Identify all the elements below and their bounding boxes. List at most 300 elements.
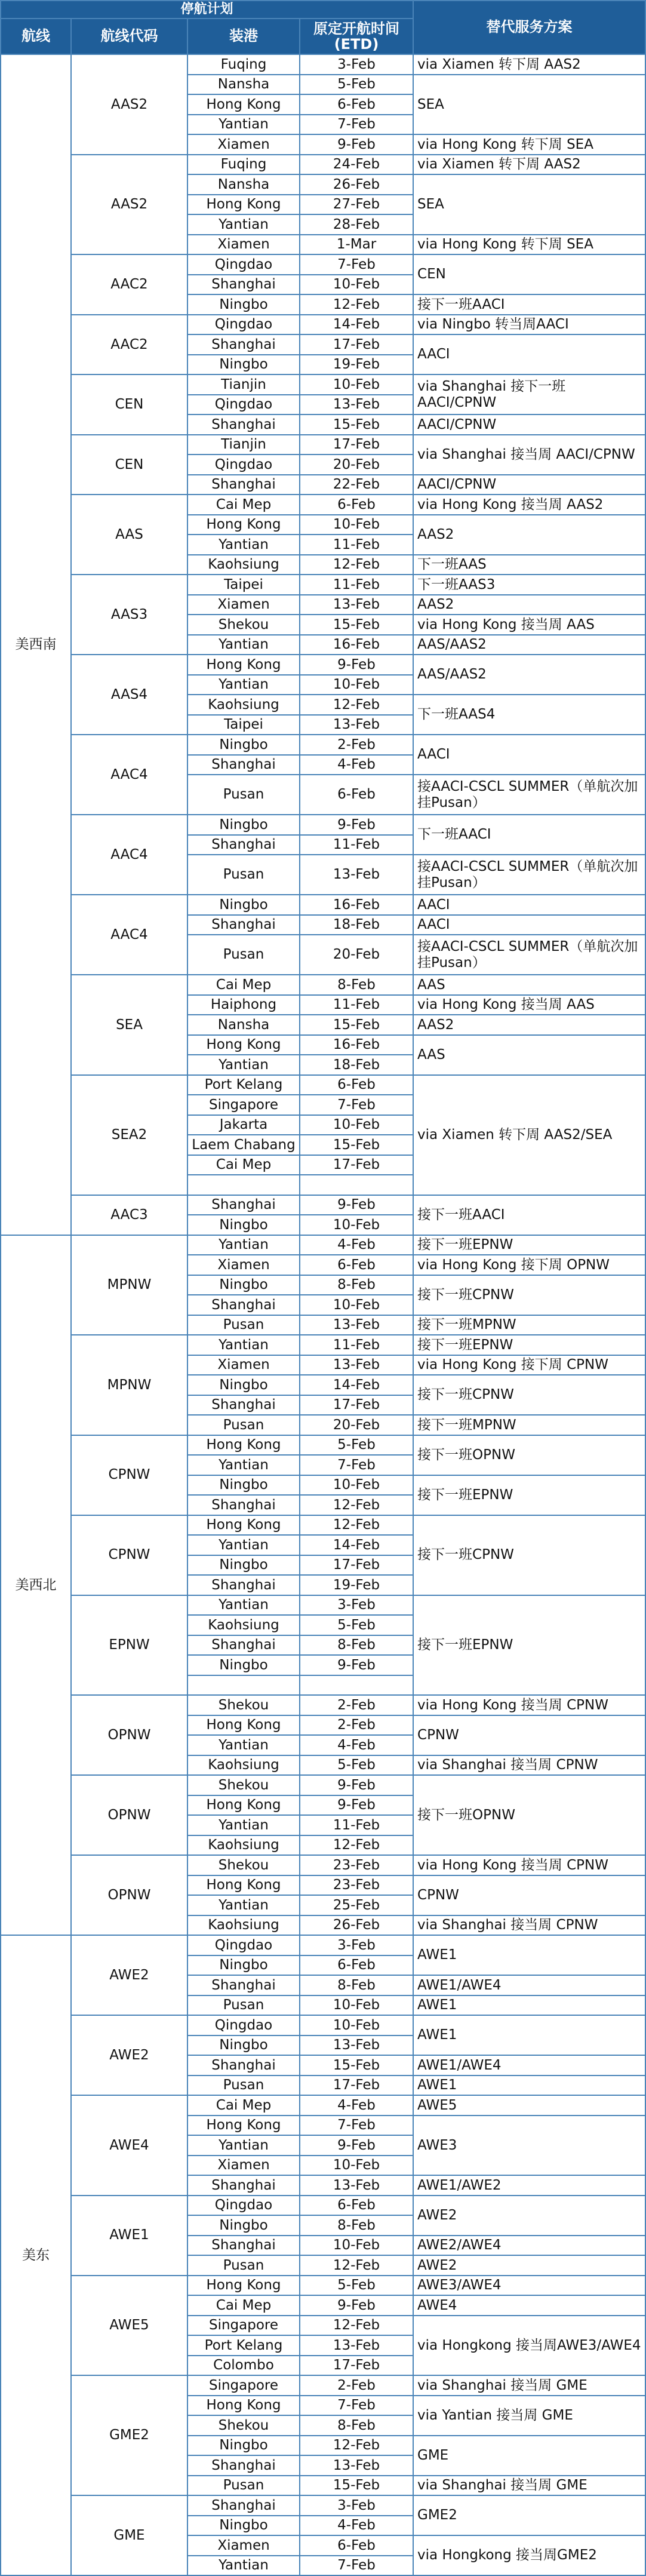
route-code-cell: AWE1 [71,2196,187,2276]
alt-service-cell: 接下一班MPNW [413,1415,645,1435]
route-code-cell: OPNW [71,1695,187,1775]
table-row [1,1515,645,1536]
etd-cell: 10-Feb [300,675,413,695]
loading-port-cell: Haiphong [187,995,300,1015]
loading-port-cell: Shekou [187,2415,300,2436]
route-code-cell: AAS2 [71,155,187,255]
loading-port-cell: Shanghai [187,275,300,295]
etd-cell [300,1175,413,1195]
alt-service-cell: AWE4 [413,2295,645,2316]
alt-service-cell: 接下一班AACI [413,294,645,315]
etd-cell: 23-Feb [300,1875,413,1896]
etd-cell: 1-Mar [300,235,413,255]
route-code-cell: AAC4 [71,815,187,895]
loading-port-cell: Ningbo [187,1215,300,1235]
loading-port-cell: Ningbo [187,895,300,915]
etd-cell: 6-Feb [300,2196,413,2216]
alt-service-cell: via Shanghai 接下一班 AACI/CPNW [413,374,645,415]
loading-port-cell: Taipei [187,575,300,595]
etd-cell: 17-Feb [300,1155,413,1175]
loading-port-cell: Cai Mep [187,495,300,515]
table-row [1,435,645,455]
loading-port-cell: Xiamen [187,1355,300,1375]
etd-cell: 17-Feb [300,435,413,455]
etd-cell: 6-Feb [300,2535,413,2556]
etd-cell: 14-Feb [300,1535,413,1555]
etd-cell: 13-Feb [300,1315,413,1335]
alt-service-cell: AACI [413,735,645,775]
etd-cell: 26-Feb [300,174,413,195]
etd-cell: 9-Feb [300,134,413,155]
alt-service-cell: 接下一班AACI [413,1195,645,1235]
loading-port-cell: Kaohsiung [187,1915,300,1936]
etd-cell: 5-Feb [300,2276,413,2296]
route-code-cell: MPNW [71,1335,187,1435]
alt-service-cell: 接下一班MPNW [413,1315,645,1335]
etd-cell: 7-Feb [300,254,413,275]
table-row [1,1935,645,1955]
etd-cell [300,1675,413,1696]
loading-port-cell: Shanghai [187,2055,300,2075]
etd-cell: 9-Feb [300,2295,413,2316]
loading-port-cell: Yantian [187,535,300,555]
loading-port-cell: Kaohsiung [187,555,300,575]
loading-port-cell: Hong Kong [187,195,300,215]
etd-cell: 3-Feb [300,1595,413,1616]
route-code-cell: CEN [71,374,187,435]
etd-cell: 12-Feb [300,695,413,715]
etd-cell: 7-Feb [300,1095,413,1115]
etd-cell: 11-Feb [300,1815,413,1835]
alt-service-cell: AWE2 [413,2255,645,2276]
alt-service-cell: AACI [413,915,645,935]
loading-port-cell: Yantian [187,1595,300,1616]
etd-cell: 5-Feb [300,75,413,95]
etd-cell: 12-Feb [300,555,413,575]
loading-port-cell: Pusan [187,1415,300,1435]
loading-port-cell: Shanghai [187,915,300,935]
table-row [1,815,645,835]
etd-cell: 28-Feb [300,214,413,235]
table-row [1,895,645,915]
alt-service-cell: 接AACI-CSCL SUMMER（单航次加挂Pusan） [413,935,645,975]
loading-port-cell: Yantian [187,1895,300,1915]
etd-cell: 8-Feb [300,1975,413,1995]
route-code-cell: CPNW [71,1435,187,1515]
alt-service-cell: AWE1 [413,1935,645,1975]
etd-cell: 8-Feb [300,2415,413,2436]
loading-port-cell: Tianjin [187,374,300,395]
etd-cell: 14-Feb [300,315,413,335]
alt-service-cell: AWE2/AWE4 [413,2236,645,2256]
alt-service-cell: via Yantian 接当周 GME [413,2396,645,2436]
etd-cell: 4-Feb [300,2095,413,2116]
route-code-cell: CPNW [71,1515,187,1595]
etd-cell: 22-Feb [300,475,413,495]
table-header [1,1,645,54]
loading-port-cell: Hong Kong [187,655,300,675]
etd-cell: 10-Feb [300,1215,413,1235]
alt-service-cell: via Hong Kong 转下周 SEA [413,134,645,155]
route-code-cell: AWE2 [71,1935,187,2015]
alt-service-cell: via Shanghai 接当周 AACI/CPNW [413,435,645,475]
loading-port-cell: Kaohsiung [187,1615,300,1635]
etd-cell: 9-Feb [300,1775,413,1795]
alt-service-cell: GME2 [413,2495,645,2535]
etd-cell: 6-Feb [300,94,413,115]
etd-cell: 17-Feb [300,334,413,355]
alt-service-cell: AWE5 [413,2095,645,2116]
alt-service-cell: AAS [413,1035,645,1075]
alt-service-cell: 下一班AAS4 [413,695,645,735]
etd-cell: 17-Feb [300,2356,413,2376]
loading-port-cell: Pusan [187,855,300,895]
header-etd [300,19,413,54]
etd-cell: 11-Feb [300,835,413,855]
etd-cell: 12-Feb [300,2436,413,2456]
table-row [1,1195,645,1215]
loading-port-cell: Xiamen [187,2156,300,2176]
table-row [1,1435,645,1456]
table-body [1,54,645,2575]
table-row [1,1595,645,1616]
etd-cell: 24-Feb [300,155,413,175]
alt-service-cell: via Hong Kong 接当周 AAS [413,995,645,1015]
alt-service-cell: via Hongkong 接当周GME2 [413,2535,645,2575]
header-banner: 停航计划 [1,1,413,19]
etd-cell: 12-Feb [300,2255,413,2276]
etd-cell: 9-Feb [300,2135,413,2156]
region-cell: 美西南 [1,54,71,1235]
etd-cell: 13-Feb [300,2035,413,2056]
loading-port-cell: Shanghai [187,1575,300,1595]
etd-cell: 10-Feb [300,2236,413,2256]
etd-cell: 17-Feb [300,2075,413,2096]
table-row [1,1855,645,1875]
alt-service-cell: AWE1 [413,1995,645,2016]
etd-cell: 9-Feb [300,1655,413,1675]
alt-service-cell: AAS2 [413,595,645,615]
loading-port-cell: Yantian [187,1535,300,1555]
loading-port-cell: Shanghai [187,334,300,355]
etd-cell: 10-Feb [300,1475,413,1496]
etd-cell: 15-Feb [300,1015,413,1035]
loading-port-cell: Yantian [187,1055,300,1075]
alt-service-cell: 接下一班EPNW [413,1235,645,1255]
loading-port-cell: Cai Mep [187,2095,300,2116]
etd-cell: 6-Feb [300,775,413,815]
route-code-cell: GME2 [71,2375,187,2495]
etd-cell: 9-Feb [300,1195,413,1215]
table-row [1,254,645,275]
header-loading-port: 装港 [187,19,300,54]
etd-cell: 7-Feb [300,1455,413,1475]
loading-port-cell: Shanghai [187,1635,300,1656]
etd-cell: 8-Feb [300,1635,413,1656]
loading-port-cell: Qingdao [187,2015,300,2035]
loading-port-cell: Ningbo [187,1955,300,1976]
table-row [1,495,645,515]
alt-service-cell: AAS2 [413,515,645,555]
alt-service-cell: 接下一班OPNW [413,1435,645,1475]
etd-cell: 9-Feb [300,655,413,675]
loading-port-cell: Pusan [187,2255,300,2276]
table-row [1,1775,645,1795]
etd-cell: 6-Feb [300,1955,413,1976]
alt-service-cell: AWE1/AWE4 [413,2055,645,2075]
etd-cell: 10-Feb [300,2015,413,2035]
loading-port-cell: Hong Kong [187,1435,300,1456]
loading-port-cell: Xiamen [187,1255,300,1275]
etd-cell: 12-Feb [300,1835,413,1856]
loading-port-cell: Yantian [187,214,300,235]
header-region: 航线 [1,19,71,54]
loading-port-cell: Ningbo [187,1655,300,1675]
table-row [1,2495,645,2516]
table-row [1,1695,645,1715]
etd-cell: 10-Feb [300,1115,413,1135]
loading-port-cell: Tianjin [187,435,300,455]
loading-port-cell: Yantian [187,675,300,695]
alt-service-cell: AAS [413,975,645,995]
loading-port-cell: Shanghai [187,1395,300,1416]
alt-service-cell: AAS/AAS2 [413,655,645,695]
loading-port-cell: Cai Mep [187,1155,300,1175]
etd-cell: 12-Feb [300,2316,413,2336]
table-row [1,735,645,755]
alt-service-cell: AACI/CPNW [413,415,645,435]
loading-port-cell: Ningbo [187,735,300,755]
table-row [1,2375,645,2396]
etd-cell: 6-Feb [300,1255,413,1275]
loading-port-cell: Jakarta [187,1115,300,1135]
loading-port-cell: Xiamen [187,235,300,255]
route-code-cell: AAS3 [71,575,187,655]
etd-cell: 2-Feb [300,1715,413,1736]
header-etd-line1: 原定开航时间 [313,20,399,37]
table-row [1,1335,645,1355]
header-alt-service: 替代服务方案 [413,1,645,54]
alt-service-cell: 接下一班EPNW [413,1475,645,1515]
alt-service-cell: 下一班AAS [413,555,645,575]
loading-port-cell: Shekou [187,1855,300,1875]
loading-port-cell: Yantian [187,115,300,135]
etd-cell: 11-Feb [300,1335,413,1355]
loading-port-cell: Hong Kong [187,1515,300,1536]
loading-port-cell: Xiamen [187,134,300,155]
table-row [1,575,645,595]
alt-service-cell: via Hong Kong 接当周 CPNW [413,1855,645,1875]
table-row [1,1235,645,1255]
etd-cell: 16-Feb [300,895,413,915]
etd-cell: 12-Feb [300,294,413,315]
etd-cell: 7-Feb [300,115,413,135]
alt-service-cell: via Ningbo 转当周AACI [413,315,645,335]
alt-service-cell: via Xiamen 转下周 AAS2 [413,54,645,75]
loading-port-cell: Qingdao [187,1935,300,1955]
route-code-cell: AAS [71,495,187,575]
etd-cell: 8-Feb [300,2215,413,2236]
etd-cell: 6-Feb [300,1075,413,1095]
loading-port-cell: Ningbo [187,1475,300,1496]
etd-cell: 14-Feb [300,1375,413,1395]
loading-port-cell: Ningbo [187,2215,300,2236]
loading-port-cell: Ningbo [187,2516,300,2536]
table-row [1,374,645,395]
alt-service-cell: AWE1/AWE4 [413,1975,645,1995]
loading-port-cell: Hong Kong [187,94,300,115]
etd-cell: 13-Feb [300,855,413,895]
etd-cell: 12-Feb [300,1515,413,1536]
etd-cell: 10-Feb [300,515,413,535]
etd-cell: 20-Feb [300,1415,413,1435]
etd-cell: 16-Feb [300,1035,413,1055]
loading-port-cell: Singapore [187,1095,300,1115]
etd-cell: 5-Feb [300,1435,413,1456]
loading-port-cell: Taipei [187,715,300,735]
etd-cell: 5-Feb [300,1615,413,1635]
table-row [1,1075,645,1095]
alt-service-cell: via Hong Kong 接当周 AAS2 [413,495,645,515]
loading-port-cell: Fuqing [187,155,300,175]
alt-service-cell: AWE3 [413,2116,645,2176]
loading-port-cell: Ningbo [187,355,300,375]
etd-cell: 19-Feb [300,355,413,375]
loading-port-cell: Port Kelang [187,2335,300,2356]
loading-port-cell: Ningbo [187,1555,300,1576]
loading-port-cell: Pusan [187,2075,300,2096]
loading-port-cell: Qingdao [187,395,300,415]
route-code-cell: GME [71,2495,187,2575]
table-row [1,2015,645,2035]
alt-service-cell: AACI [413,334,645,374]
alt-service-cell: 接AACI-CSCL SUMMER（单航次加挂Pusan） [413,855,645,895]
loading-port-cell: Pusan [187,935,300,975]
table-row [1,315,645,335]
loading-port-cell: Yantian [187,2135,300,2156]
route-code-cell: AWE5 [71,2276,187,2376]
alt-service-cell: via Hong Kong 接当周 AAS [413,615,645,635]
etd-cell: 3-Feb [300,1935,413,1955]
alt-service-cell: AWE3/AWE4 [413,2276,645,2296]
loading-port-cell: Yantian [187,1815,300,1835]
alt-service-cell: via Shanghai 接当周 GME [413,2476,645,2496]
loading-port-cell: Yantian [187,1335,300,1355]
loading-port-cell: Ningbo [187,2035,300,2056]
alt-service-cell: via Shanghai 接当周 GME [413,2375,645,2396]
alt-service-cell: AAS2 [413,1015,645,1035]
loading-port-cell: Hong Kong [187,1875,300,1896]
header-route-code: 航线代码 [71,19,187,54]
route-code-cell: AWE2 [71,2015,187,2095]
loading-port-cell: Shanghai [187,2236,300,2256]
alt-service-cell: via Hongkong 接当周AWE3/AWE4 [413,2316,645,2376]
loading-port-cell: Shekou [187,615,300,635]
alt-service-cell: 接下一班EPNW [413,1595,645,1696]
alt-service-cell: 接AACI-CSCL SUMMER（单航次加挂Pusan） [413,775,645,815]
alt-service-cell: AACI [413,895,645,915]
loading-port-cell: Shanghai [187,1975,300,1995]
table-row [1,975,645,995]
alt-service-cell: 接下一班CPNW [413,1375,645,1415]
loading-port-cell: Kaohsiung [187,1835,300,1856]
route-code-cell: SEA2 [71,1075,187,1195]
etd-cell: 2-Feb [300,735,413,755]
loading-port-cell: Laem Chabang [187,1135,300,1155]
alt-service-cell: AACI/CPNW [413,475,645,495]
etd-cell: 7-Feb [300,2556,413,2576]
loading-port-cell: Shanghai [187,2455,300,2476]
loading-port-cell: Shekou [187,1775,300,1795]
etd-cell: 2-Feb [300,1695,413,1715]
alt-service-cell: via Xiamen 转下周 AAS2 [413,155,645,175]
etd-cell: 3-Feb [300,2495,413,2516]
loading-port-cell: Nansha [187,1015,300,1035]
loading-port-cell: Shanghai [187,2175,300,2196]
route-code-cell: CEN [71,435,187,495]
alt-service-cell: SEA [413,174,645,235]
loading-port-cell: Shekou [187,1695,300,1715]
table-row [1,155,645,175]
route-code-cell: AAC2 [71,254,187,315]
etd-cell: 13-Feb [300,2455,413,2476]
etd-cell: 9-Feb [300,815,413,835]
alt-service-cell: AWE1 [413,2075,645,2096]
loading-port-cell: Fuqing [187,54,300,75]
loading-port-cell: Shanghai [187,415,300,435]
etd-cell: 6-Feb [300,495,413,515]
etd-cell: 12-Feb [300,1495,413,1515]
etd-cell: 8-Feb [300,975,413,995]
etd-cell: 7-Feb [300,2396,413,2416]
loading-port-cell: Xiamen [187,2535,300,2556]
alt-service-cell: 下一班AAS3 [413,575,645,595]
route-code-cell: AAS4 [71,655,187,735]
loading-port-cell: Shanghai [187,475,300,495]
loading-port-cell: Kaohsiung [187,695,300,715]
loading-port-cell: Hong Kong [187,2276,300,2296]
alt-service-cell: AWE2 [413,2196,645,2236]
etd-cell: 4-Feb [300,755,413,775]
etd-cell: 26-Feb [300,1915,413,1936]
route-code-cell: AAC4 [71,895,187,975]
route-code-cell: AAC4 [71,735,187,815]
loading-port-cell: Pusan [187,1995,300,2016]
loading-port-cell: Singapore [187,2375,300,2396]
loading-port-cell: Qingdao [187,455,300,475]
alt-service-cell: via Xiamen 转下周 AAS2/SEA [413,1075,645,1195]
table-row [1,2196,645,2216]
alt-service-cell: AAS/AAS2 [413,635,645,655]
etd-cell: 4-Feb [300,2516,413,2536]
etd-cell: 10-Feb [300,1295,413,1315]
loading-port-cell: Cai Mep [187,2295,300,2316]
etd-cell: 27-Feb [300,195,413,215]
loading-port-cell: Cai Mep [187,975,300,995]
loading-port-cell: Ningbo [187,294,300,315]
loading-port-cell: Hong Kong [187,1715,300,1736]
loading-port-cell: Pusan [187,2476,300,2496]
table-row [1,54,645,75]
loading-port-cell: Ningbo [187,1275,300,1295]
etd-cell: 10-Feb [300,275,413,295]
alt-service-cell: 接下一班CPNW [413,1515,645,1595]
loading-port-cell [187,1175,300,1195]
etd-cell: 15-Feb [300,2476,413,2496]
route-code-cell: EPNW [71,1595,187,1696]
etd-cell: 19-Feb [300,1575,413,1595]
loading-port-cell: Yantian [187,1735,300,1755]
